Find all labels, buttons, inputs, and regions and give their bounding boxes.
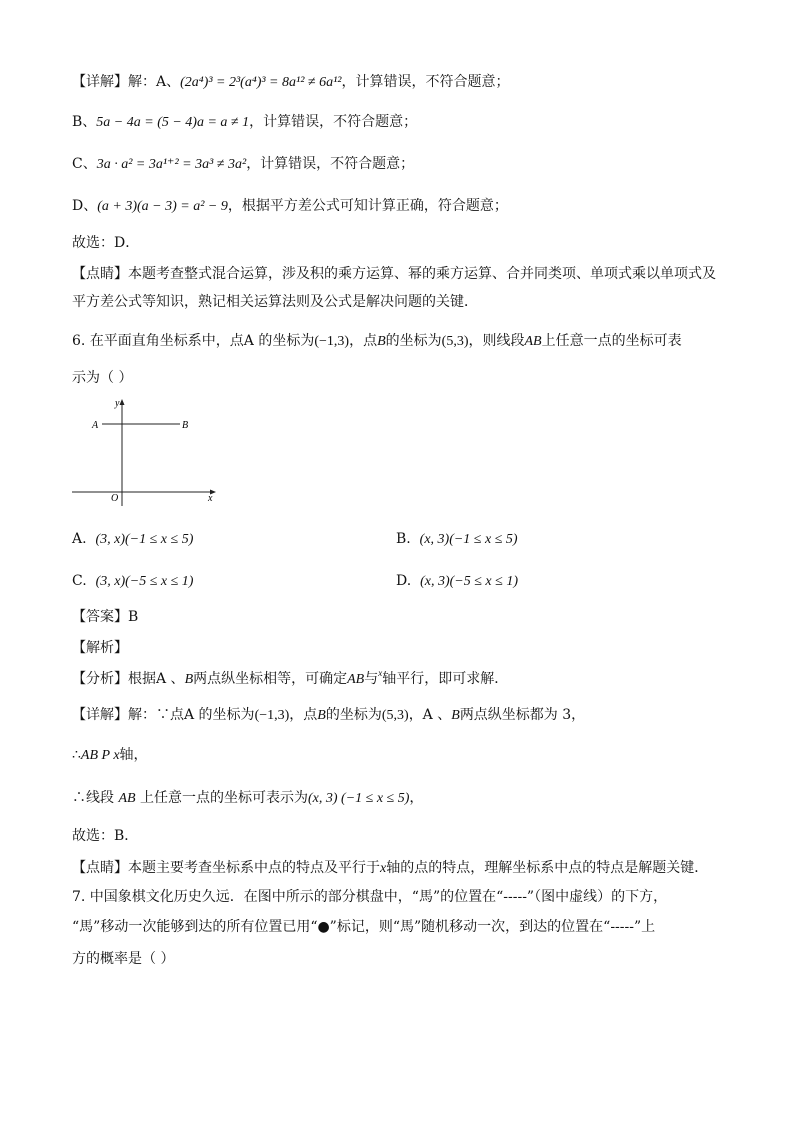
math-expression: (a + 3)(a − 3) = a² − 9 [97, 199, 228, 214]
detail-line-b: B、5a − 4a = (5 − 4)a = a ≠ 1，计算错误，不符合题意； [72, 114, 418, 130]
choice-line: 故选：D． [72, 235, 140, 251]
therefore-line-1: ∴AB P x轴， [72, 747, 148, 763]
choice-6-line: 故选：B． [72, 828, 139, 844]
detail-line-c: C、3a · a² = 3a¹⁺² = 3a³ ≠ 3a²，计算错误，不符合题意； [72, 156, 415, 172]
detail-tag: 【详解】 [72, 707, 128, 723]
comment-tag: 【点睛】 [72, 266, 128, 282]
math-expression: (x, 3) (−1 ≤ x ≤ 5) [308, 791, 410, 806]
option-a[interactable]: A. (3, x)(−1 ≤ x ≤ 5) [72, 531, 194, 547]
question-7-line-1: 7. 中国象棋文化历史久远．在图中所示的部分棋盘中，“馬”的位置在“-----”（图中虚线）的下方， [72, 889, 668, 905]
comment-6-line: 【点睛】本题主要考查坐标系中点的特点及平行于x轴的点的特点，理解坐标系中点的特点是解题关键． [72, 860, 709, 876]
comment-tag: 【点睛】 [72, 860, 128, 876]
option-b-expression: (x, 3)(−1 ≤ x ≤ 5) [419, 532, 518, 547]
answer-value: B [128, 609, 139, 625]
label-origin: O [111, 493, 119, 504]
question-6-line-2: 示为（ ） [72, 370, 133, 386]
option-b[interactable]: B. (x, 3)(−1 ≤ x ≤ 5) [396, 531, 518, 547]
label-y: y [115, 398, 120, 409]
question-number: 6. [72, 333, 86, 349]
comment-line-2: 平方差公式等知识，熟记相关运算法则及公式是解决问题的关键． [72, 294, 478, 310]
answer-tag: 【答案】 [72, 609, 128, 625]
label-b: B [182, 420, 189, 431]
math-expression: (2a⁴)³ = 2³(a⁴)³ = 8a¹² ≠ 6a¹² [180, 75, 342, 90]
option-a-expression: (3, x)(−1 ≤ x ≤ 5) [95, 532, 194, 547]
option-c-expression: (3, x)(−5 ≤ x ≤ 1) [95, 574, 194, 589]
option-c[interactable]: C. (3, x)(−5 ≤ x ≤ 1) [72, 573, 194, 589]
comment-line-1: 【点睛】本题考查整式混合运算，涉及积的乘方运算、幂的乘方运算、合并同类项、单项式乘以单项式及 [72, 266, 716, 282]
y-axis-arrow-icon [120, 399, 125, 405]
detail-line-d: D、(a + 3)(a − 3) = a² − 9，根据平方差公式可知计算正确，符合题意； [72, 198, 508, 214]
coordinate-diagram [70, 396, 230, 508]
math-expression: 3a · a² = 3a¹⁺² = 3a³ ≠ 3a² [96, 157, 247, 172]
question-7-line-3: 方的概率是（ ） [72, 951, 175, 967]
option-d[interactable]: D. (x, 3)(−5 ≤ x ≤ 1) [396, 573, 518, 589]
option-d-expression: (x, 3)(−5 ≤ x ≤ 1) [420, 574, 518, 589]
analysis-subtag: 【分析】 [72, 671, 128, 687]
question-6-line-1: 6. 在平面直角坐标系中，点A 的坐标为(−1,3)，点B的坐标为(5,3)，则线段AB上任意一点的坐标可表 [72, 333, 682, 349]
label-x: x [208, 493, 213, 504]
detail-6-line: 【详解】解：∵点A 的坐标为(−1,3)，点B的坐标为(5,3)，A 、B两点纵坐标都为 3， [72, 707, 586, 723]
math-expression: AB P x [80, 748, 120, 763]
therefore-line-2: ∴线段 AB 上任意一点的坐标可表示为(x, 3) (−1 ≤ x ≤ 5)， [72, 790, 424, 806]
label-a: A [92, 420, 99, 431]
analysis-tag: 【解析】 [72, 640, 128, 656]
answer-line [72, 607, 138, 627]
analysis-line: 【分析】根据A 、B两点纵坐标相等，可确定AB与$^x$轴平行，即可求解． [72, 668, 509, 687]
detail-line-a: 【详解】解：A、(2a⁴)³ = 2³(a⁴)³ = 8a¹² ≠ 6a¹²，计算错误，不符合题意； [72, 74, 510, 90]
math-expression: 5a − 4a = (5 − 4)a = a ≠ 1 [96, 115, 250, 130]
detail-tag: 【详解】 [72, 74, 128, 90]
question-7-line-2: “馬”移动一次能够到达的所有位置已用“●”标记，则“馬”随机移动一次，到达的位置在“-----”上 [72, 919, 656, 935]
